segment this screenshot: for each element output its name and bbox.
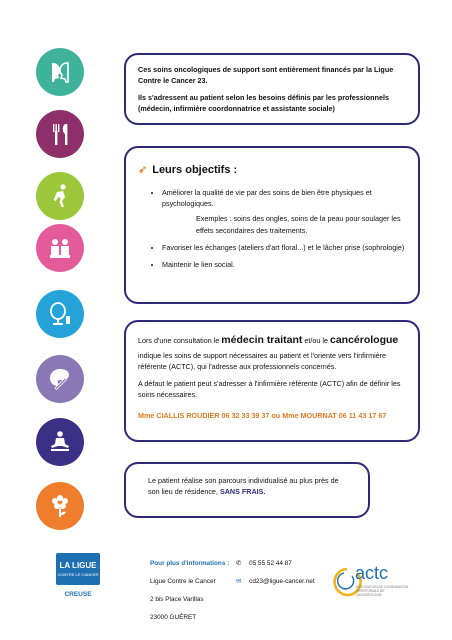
meditation-icon [36,418,84,466]
ligue-region: CREUSE [64,591,92,598]
email-line[interactable] [236,578,315,587]
mirror-beauty-icon [36,290,84,338]
objective-example: Exemples : soins des ongles, soins de la peau pour soulager les effets secondaires des traitements. [196,214,401,235]
ligue-logo-text: LA LIGUE [59,561,97,570]
art-palette-icon [36,355,84,403]
phone-number: 05 55 52 44 87 [249,560,292,567]
phone-icon: ✆ [236,560,242,567]
email-icon: ✉ [236,578,242,585]
ligue-logo-sub: CONTRE LE CANCER [57,572,99,577]
objective-item-exchanges: • Favoriser les échanges (ateliers d'art floral...) et le lâcher prise (sophrologie) [162,242,406,253]
free-label: SANS FRAIS. [219,487,266,497]
objectives-list [138,187,406,270]
address-line-2: 23000 GUÉRET [150,614,197,621]
parcours-box [124,462,370,518]
exercise-icon [36,172,84,220]
consult-and-or: et/ou le [304,336,328,345]
consult-text-2: A défaut le patient peut s'adresser à l'infirmière référente (ACTC) afin de définir les soins nécessaires. [138,378,401,399]
objective-item-social: • Maintenir le lien social. [162,259,406,270]
consult-doctor: médecin traitant [221,334,303,346]
objectives-box [124,146,420,304]
actc-logo-text: actc [355,563,389,583]
org-name: Ligue Contre le Cancer [150,578,216,585]
email-address[interactable]: cd23@ligue-cancer.net [249,578,315,585]
info-title-text: Pour plus d'informations : [150,560,230,567]
consult-text-1: indique les soins de support nécessaires au patient et l'oriente vers l'infirmière référente (ACTC), qui l'adresse aux professionnels concernés. [138,351,387,372]
objectives-heading [138,162,406,179]
consultation-heading [138,332,406,348]
consult-oncologist: cancérologue [329,334,399,346]
cutlery-icon [36,110,84,158]
objectives-title: Leurs objectifs : [152,164,238,176]
nurse-contacts: Mme CIALLIS ROUDIER 06 32 33 39 37 ou Mme MOURNAT 06 11 43 17 67 [138,410,387,420]
flower-icon [36,482,84,530]
ligue-logo [54,553,102,605]
funding-box [124,53,420,125]
consult-intro: Lors d'une consultation le [138,336,220,345]
info-title [150,560,229,569]
group-people-icon [36,224,84,272]
phone-line [236,560,292,569]
two-faces-icon [36,48,84,96]
consultation-box [124,320,420,442]
funding-text: Ces soins oncologiques de support sont entièrement financés par la Ligue Contre le Cancer 23. [138,65,394,86]
actc-logo-sub: ASSOCIATION DE COORDINATION TERRITORIALE DE CANCEROLOGIE [356,585,409,597]
audience-text: Ils s'adressent au patient selon les besoins définis par les professionnels (médecin, infirmière coordonnatrice et assistante sociale) [138,93,389,114]
parcours-text: Le patient réalise son parcours individualisé au plus près de son lieu de résidence, [148,476,339,497]
ligue-badge [56,553,100,585]
address-line-1: 2 bis Place Varillas [150,596,204,603]
arrow-icon: ➶ [138,164,148,176]
objective-item-wellbeing: • Améliorer la qualité de vie par des soins de bien être physiques et psychologiques. [162,187,406,209]
